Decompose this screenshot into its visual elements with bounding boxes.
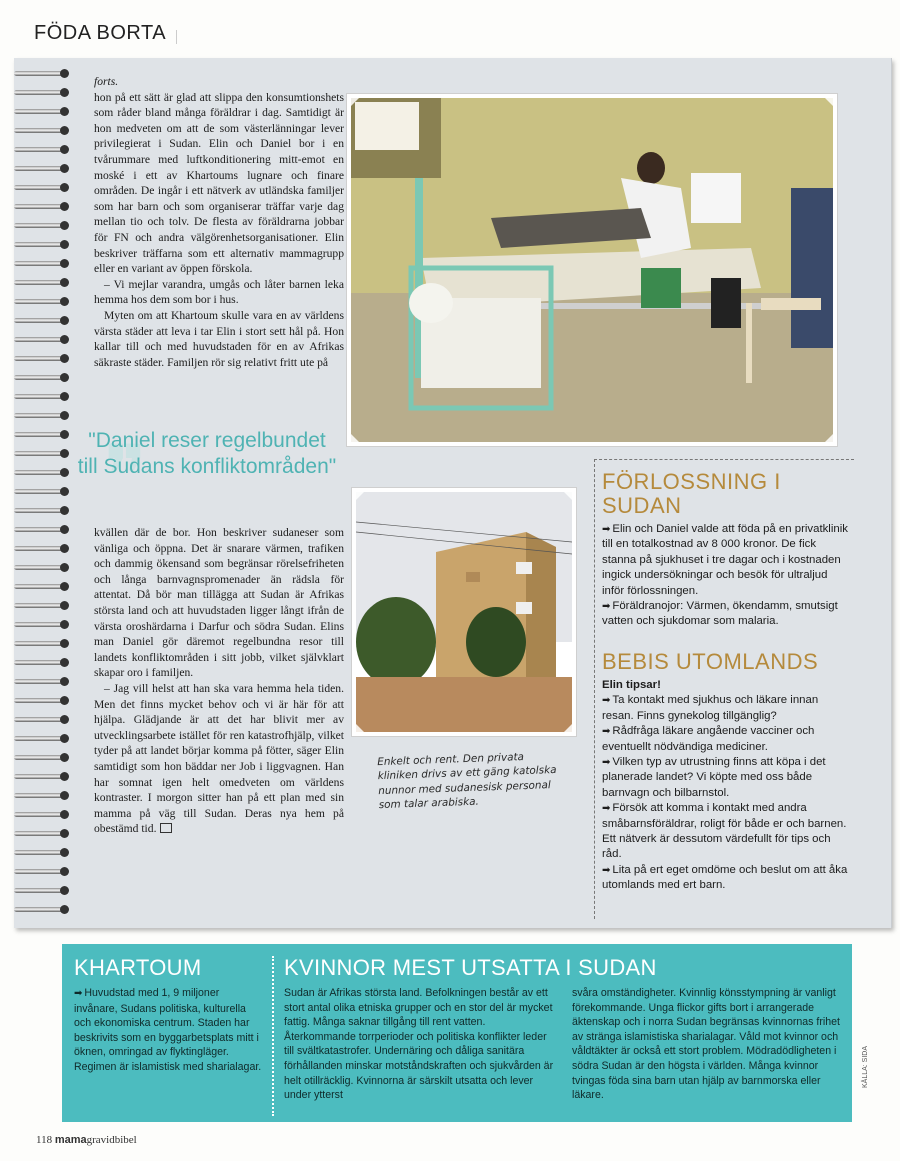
quote-mark-icon: ❞ xyxy=(104,432,148,520)
binding-ring xyxy=(14,807,70,822)
binding-ring xyxy=(14,465,70,480)
ring-wire xyxy=(14,147,64,152)
ring-hole xyxy=(60,620,69,629)
binding-ring xyxy=(14,693,70,708)
list-item xyxy=(602,863,850,894)
ring-hole xyxy=(60,582,69,591)
arrow-icon: ➡ xyxy=(602,803,611,815)
ring-hole xyxy=(60,449,69,458)
binding-ring xyxy=(14,598,70,613)
ring-wire xyxy=(14,128,64,133)
ring-wire xyxy=(14,622,64,627)
list-item xyxy=(602,801,850,863)
binding-ring xyxy=(14,123,70,138)
women-heading: KVINNOR MEST UTSATTA I SUDAN xyxy=(284,955,657,980)
ring-hole xyxy=(60,69,69,78)
ring-wire xyxy=(14,717,64,722)
article-column-upper xyxy=(94,74,344,370)
sidebar-left-border xyxy=(594,459,595,919)
ring-wire xyxy=(14,907,64,912)
arrow-icon: ➡ xyxy=(74,988,83,999)
hospital-room-illustration xyxy=(351,98,833,442)
binding-ring xyxy=(14,636,70,651)
paragraph-text: – Jag vill helst att han ska vara hemma hela tiden. Men det finns mycket behov och vi är här för att hjälpa. Glädjande är att det har blivit mer av utvecklingsarbete istället för ren katastrofhjälp, vilket tyder på att landet börjar komma på fötter, säger Elin samtidigt som hon bäddar ner Job i liggvagnen. Han har somnat igen helt omedveten om världens kontraster. I morgon sitter han på ett plan med sin mamma på väg till Sudan. Deras nya hem på obestämd tid. xyxy=(94,681,344,836)
khartoum-text-body: Huvudstad med 1, 9 miljoner invånare, Sudans politiska, kulturella och ekonomiska centrum. Staden har beskrivits som en byggarbetsplats mitt i öknen, omringad av flyktingläger. Regimen är islamistisk med sharialagar. xyxy=(74,987,262,1073)
ring-wire xyxy=(14,337,64,342)
binding-ring xyxy=(14,256,70,271)
ring-wire xyxy=(14,356,64,361)
ring-wire xyxy=(14,660,64,665)
ring-wire xyxy=(14,318,64,323)
binding-ring xyxy=(14,313,70,328)
ring-wire xyxy=(14,71,64,76)
list-item-text: Försök att komma i kontakt med andra småbarnsföräldrar, roligt för både er och barnen. Ett nätverk är dessutom värdefullt för tips och råd. xyxy=(602,802,847,861)
arrow-icon: ➡ xyxy=(602,695,611,707)
sidebar-tips-list xyxy=(602,678,850,894)
ring-hole xyxy=(60,848,69,857)
ring-wire xyxy=(14,299,64,304)
binding-ring xyxy=(14,370,70,385)
continued-label: forts. xyxy=(94,75,119,88)
list-item-text: Elin och Daniel valde att föda på en privatklinik till en totalkostnad av 8 000 kronor. De fick stanna på sjukhuset i tre dagar och i kostnaden ingick undersökningar och besök för ultraljud inför förlossningen. xyxy=(602,523,848,597)
ring-hole xyxy=(60,791,69,800)
binding-ring xyxy=(14,541,70,556)
ring-hole xyxy=(60,734,69,743)
ring-hole xyxy=(60,867,69,876)
binding-ring xyxy=(14,674,70,689)
khartoum-heading: KHARTOUM xyxy=(74,955,202,980)
photo-caption: Enkelt och rent. Den privata kliniken drivs av ett gäng katolska nunnor med sudanesisk personal som talar arabiska. xyxy=(377,751,557,812)
magazine-brand: mama xyxy=(54,1134,87,1146)
arrow-icon: ➡ xyxy=(602,726,611,738)
paragraph: kvällen där de bor. Hon beskriver sudaneser som vänliga och öppna. Det är snarare värmen, trafiken och dammig ökensand som begränsar rörelsefriheten och långa barnvagnspromenader än rädsla för attentat. Då bör man tillägga att Sudan är Afrikas största land och att huvudstaden ligger långt ifrån de värsta oroshärdarna i Darfur och södra Sudan. Elins man Daniel gör däremot regelbundna resor till landets konfliktområden i sitt jobb, vilket självklart skapar oro i familjen. xyxy=(94,526,344,680)
ring-hole xyxy=(60,126,69,135)
binding-ring xyxy=(14,522,70,537)
list-item xyxy=(602,724,850,755)
source-credit: KÄLLA: SIDA xyxy=(862,1045,869,1088)
arrow-icon: ➡ xyxy=(602,601,611,613)
ring-hole xyxy=(60,506,69,515)
ring-wire xyxy=(14,850,64,855)
ring-hole xyxy=(60,164,69,173)
arrow-icon: ➡ xyxy=(602,864,611,876)
ring-wire xyxy=(14,470,64,475)
binding-ring xyxy=(14,845,70,860)
ring-hole xyxy=(60,525,69,534)
spiral-binding xyxy=(14,66,70,921)
binding-ring xyxy=(14,883,70,898)
ring-hole xyxy=(60,829,69,838)
ring-wire xyxy=(14,869,64,874)
ring-hole xyxy=(60,88,69,97)
ring-hole xyxy=(60,696,69,705)
binding-ring xyxy=(14,484,70,499)
binding-ring xyxy=(14,864,70,879)
list-item xyxy=(602,755,850,801)
page-footer xyxy=(36,1134,137,1146)
binding-ring xyxy=(14,275,70,290)
ring-hole xyxy=(60,905,69,914)
ring-wire xyxy=(14,223,64,228)
binding-ring xyxy=(14,769,70,784)
binding-ring xyxy=(14,579,70,594)
ring-hole xyxy=(60,886,69,895)
khartoum-text xyxy=(74,986,262,1075)
arrow-icon: ➡ xyxy=(602,524,611,535)
ring-wire xyxy=(14,546,64,551)
ring-wire xyxy=(14,489,64,494)
ring-hole xyxy=(60,772,69,781)
binding-ring xyxy=(14,66,70,81)
ring-wire xyxy=(14,565,64,570)
end-mark-icon xyxy=(160,823,172,833)
ring-hole xyxy=(60,601,69,610)
ring-wire xyxy=(14,261,64,266)
clinic-building-illustration xyxy=(356,492,572,732)
binding-ring xyxy=(14,655,70,670)
binding-ring xyxy=(14,617,70,632)
ring-hole xyxy=(60,753,69,762)
list-item xyxy=(602,522,850,599)
binding-ring xyxy=(14,560,70,575)
list-item xyxy=(602,599,850,630)
arrow-icon: ➡ xyxy=(602,757,611,769)
binding-ring xyxy=(14,294,70,309)
binding-ring xyxy=(14,351,70,366)
list-item-text: Lita på ert eget omdöme och beslut om att åka utomlands med ert barn. xyxy=(602,863,848,892)
binding-ring xyxy=(14,332,70,347)
sidebar-heading-abroad: BEBIS UTOMLANDS xyxy=(602,649,819,674)
women-text-column-1: Sudan är Afrikas största land. Befolkningen består av ett stort antal olika etniska grupper och en stor del är mycket fattig. Många saknar tillgång till rent vatten. Återkommande torrperioder och politiska konflikter leder till svältkatastrofer. Undernäring och dåliga sanitära förhållanden minskar motståndskraften och sjukvården är helt otillräcklig. Kvinnorna är särskilt utsatta och lever under ytterst xyxy=(284,987,554,1102)
ring-hole xyxy=(60,487,69,496)
ring-hole xyxy=(60,677,69,686)
section-title: FÖDA BORTA xyxy=(34,22,167,44)
list-item-text: Ta kontakt med sjukhus och läkare innan resan. Finns gynekolog tillgänglig? xyxy=(602,694,819,722)
binding-ring xyxy=(14,389,70,404)
binding-ring xyxy=(14,180,70,195)
ring-hole xyxy=(60,715,69,724)
binding-ring xyxy=(14,218,70,233)
ring-wire xyxy=(14,888,64,893)
ring-wire xyxy=(14,774,64,779)
ring-hole xyxy=(60,430,69,439)
list-item xyxy=(602,693,850,724)
binding-ring xyxy=(14,503,70,518)
sidebar-top-border xyxy=(594,459,854,460)
binding-ring xyxy=(14,237,70,252)
list-item-text: Rådfråga läkare angående vacciner och eventuellt nödvändiga mediciner. xyxy=(602,725,815,753)
binding-ring xyxy=(14,85,70,100)
ring-hole xyxy=(60,544,69,553)
binding-ring xyxy=(14,750,70,765)
ring-wire xyxy=(14,280,64,285)
ring-wire xyxy=(14,603,64,608)
paragraph: hon på ett sätt är glad att slippa den konsumtionshets som råder bland många föräldrar i dag. Samtidigt är hon medveten om att de som västerlänningar lever privilegierat i Sudan. Elin och Daniel bor i en tvårummare med luftkonditionering mitt-emot en moské i ett av Khartoums lugnare och finare områden. De ingår i ett nätverk av utländska familjer som har barn och som organiserar träffar varje dag mellan tio och tolv. De flesta av föräldrarna jobbar för FN och andra välgörenhetsorganisationer. Elin beskriver träffarna som ett alternativ mammagrupp eller en variant av öppen förskola. xyxy=(94,90,344,276)
ring-wire xyxy=(14,185,64,190)
ring-wire xyxy=(14,755,64,760)
binding-ring xyxy=(14,712,70,727)
ring-hole xyxy=(60,297,69,306)
ring-wire xyxy=(14,413,64,418)
ring-wire xyxy=(14,204,64,209)
ring-hole xyxy=(60,373,69,382)
ring-wire xyxy=(14,432,64,437)
ring-wire xyxy=(14,812,64,817)
ring-wire xyxy=(14,508,64,513)
hospital-room-photo xyxy=(347,94,837,446)
tips-label: Elin tipsar! xyxy=(602,679,661,691)
ring-wire xyxy=(14,375,64,380)
ring-hole xyxy=(60,278,69,287)
ring-hole xyxy=(60,335,69,344)
binding-ring xyxy=(14,446,70,461)
paragraph: Myten om att Khartoum skulle vara en av världens värsta städer att leva i tar Elin i stort sett hål på. Hon kallar till och med huvudstaden för en av Afrikas säkraste städer. Familjen rör sig relativt fritt ute på xyxy=(94,308,344,369)
binding-ring xyxy=(14,788,70,803)
ring-wire xyxy=(14,527,64,532)
ring-wire xyxy=(14,584,64,589)
ring-wire xyxy=(14,394,64,399)
ring-wire xyxy=(14,90,64,95)
ring-hole xyxy=(60,107,69,116)
ring-hole xyxy=(60,183,69,192)
ring-wire xyxy=(14,641,64,646)
binding-ring xyxy=(14,826,70,841)
ring-hole xyxy=(60,240,69,249)
ring-hole xyxy=(60,316,69,325)
ring-wire xyxy=(14,242,64,247)
ring-wire xyxy=(14,736,64,741)
clinic-building-photo xyxy=(352,488,576,736)
binding-ring xyxy=(14,902,70,917)
ring-wire xyxy=(14,166,64,171)
binding-ring xyxy=(14,199,70,214)
ring-hole xyxy=(60,411,69,420)
ring-wire xyxy=(14,698,64,703)
binding-ring xyxy=(14,731,70,746)
binding-ring xyxy=(14,142,70,157)
ring-hole xyxy=(60,221,69,230)
ring-hole xyxy=(60,639,69,648)
list-item-text: Vilken typ av utrustning finns att köpa i det planerade landet? Vi köpte med oss både barnvagn och bilbarnstol. xyxy=(602,756,826,799)
page-number: 118 xyxy=(36,1134,53,1146)
binding-ring xyxy=(14,161,70,176)
ring-hole xyxy=(60,468,69,477)
paragraph: – Vi mejlar varandra, umgås och låter barnen leka hemma hos dem som bor i hus. xyxy=(94,277,344,307)
sidebar-birth-list xyxy=(602,522,850,630)
paragraph xyxy=(94,681,344,837)
binding-ring xyxy=(14,104,70,119)
ring-wire xyxy=(14,831,64,836)
fact-box-divider xyxy=(272,956,274,1116)
binding-ring xyxy=(14,408,70,423)
sidebar-heading-birth: FÖRLOSSNING I SUDAN xyxy=(602,469,781,518)
ring-hole xyxy=(60,563,69,572)
magazine-brand-rest: gravidbibel xyxy=(86,1134,137,1146)
ring-wire xyxy=(14,679,64,684)
title-divider xyxy=(176,30,177,44)
ring-wire xyxy=(14,451,64,456)
ring-hole xyxy=(60,259,69,268)
ring-hole xyxy=(60,354,69,363)
ring-hole xyxy=(60,145,69,154)
ring-hole xyxy=(60,658,69,667)
binding-ring xyxy=(14,427,70,442)
ring-hole xyxy=(60,202,69,211)
article-column-lower xyxy=(94,525,344,837)
ring-wire xyxy=(14,793,64,798)
ring-wire xyxy=(14,109,64,114)
women-text-column-2: svåra omständigheter. Kvinnlig könsstympning är vanligt förekommande. Unga flickor gifts bort i arrangerade äktenskap och i norra Sudan begränsas kvinnornas frihet av stränga islamistiska sharialagar. Våld mot kvinnor och våldtäkter är också ett stort problem. Mödradödligheten i södra Sudan är den högsta i världen. Många kvinnor tvingas föda sina barn utan hjälp av barnmorska eller läkare. xyxy=(572,987,840,1102)
ring-hole xyxy=(60,392,69,401)
ring-hole xyxy=(60,810,69,819)
pull-quote: "Daniel reser regelbundet till Sudans konfliktområden" xyxy=(77,429,337,478)
list-item-text: Föräldranojor: Värmen, ökendamm, smutsigt vatten och sjukdomar som malaria. xyxy=(602,600,838,628)
